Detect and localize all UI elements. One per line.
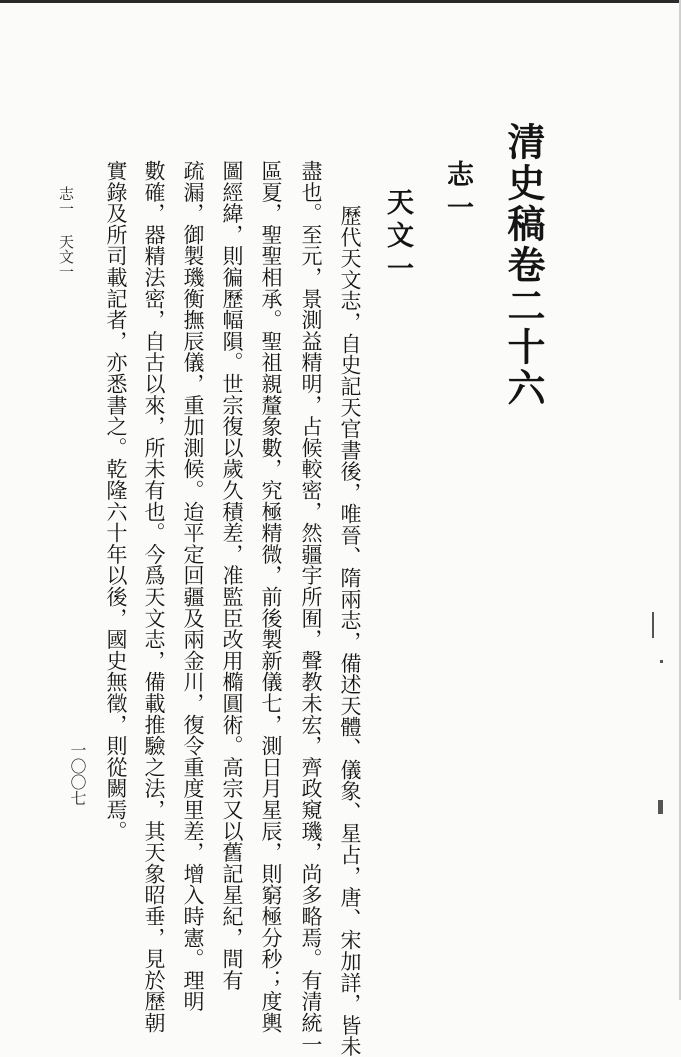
body-line-1: 歷代天文志，自史記天官書後，唯晉、隋兩志，備述天體、儀象、星占，唐、宋加詳，皆未 [338, 205, 362, 1057]
chapter-title: 天文一 [382, 188, 413, 287]
section-title: 志一 [442, 160, 473, 226]
scan-speck [658, 800, 663, 814]
margin-chapter: 天文一 [57, 234, 75, 279]
body-line-2: 盡也。至元，景測益精明，占候較密，然疆宇所囿，聲教未宏，齊政窺璣，尚多略焉。有清統一 [299, 160, 323, 1055]
scan-speck [652, 612, 654, 638]
margin-running-head [58, 186, 73, 279]
book-title: 清史稿卷二十六 [501, 122, 546, 409]
body-line-3: 區夏，聖聖相承。聖祖親釐象數，究極精微，前後製新儀七，測日月星辰，則窮極分秒；度輿 [259, 160, 283, 1034]
page-number: 一〇〇七 [68, 742, 87, 806]
body-line-7: 實錄及所司載記者，亦悉書之。乾隆六十年以後，國史無徵，則從闕焉。 [104, 160, 128, 842]
body-line-4: 圖經緯，則徧歷幅隕。世宗復以歲久積差，准監臣改用橢圓術。高宗又以舊記星紀，間有 [220, 160, 244, 991]
body-line-5: 疏漏，御製璣衡撫辰儀，重加測候。迨平定回疆及兩金川，復令重度里差，增入時憲。理明 [181, 160, 205, 1012]
scan-edge-top [0, 0, 681, 3]
body-line-6: 數確，器精法密，自古以來，所未有也。今爲天文志，備載推驗之法，其天象昭垂，見於歷朝 [142, 160, 166, 1034]
margin-section: 志一 [57, 186, 75, 216]
scan-speck [660, 660, 663, 663]
